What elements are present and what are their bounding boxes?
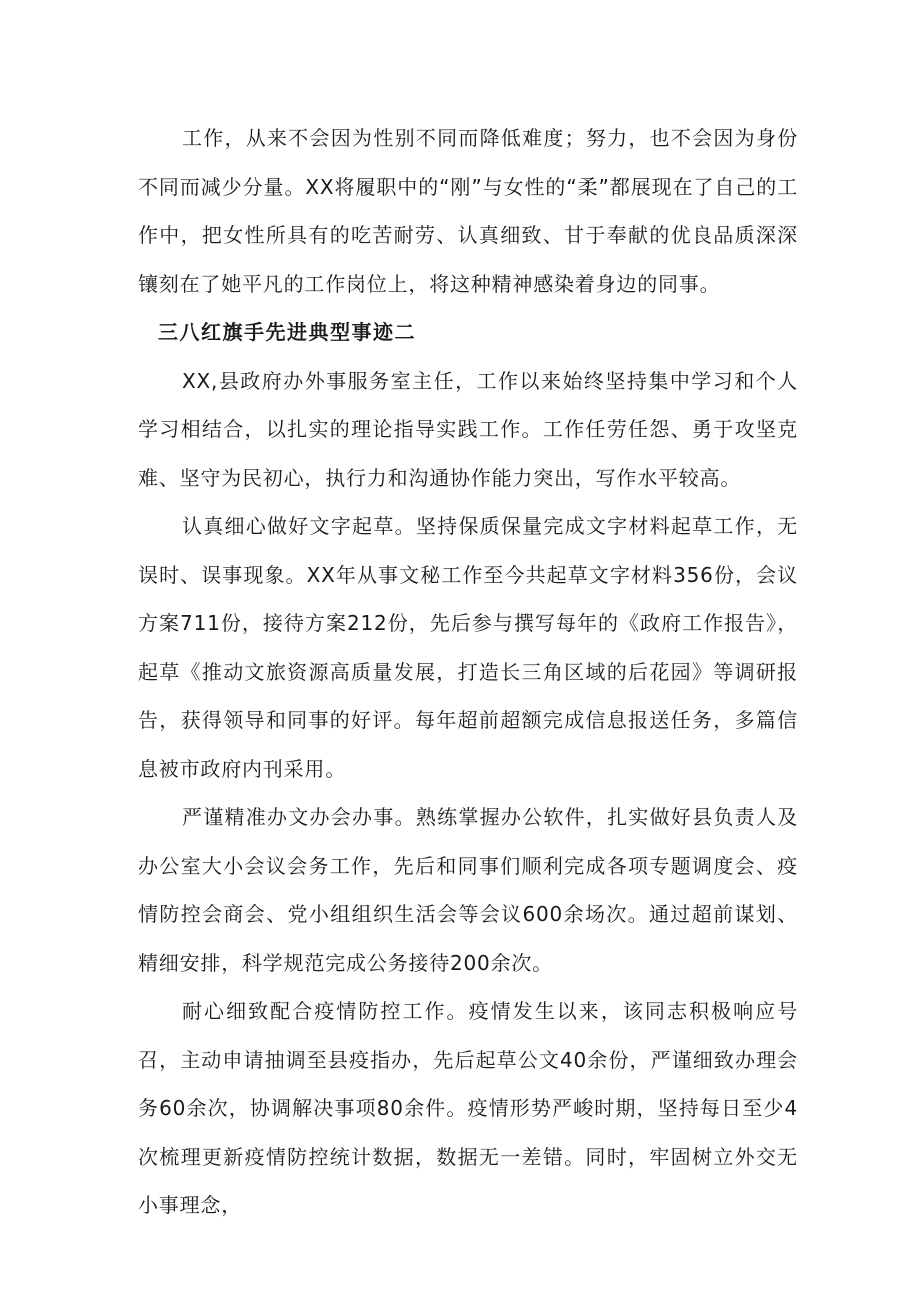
paragraph-office-work: 严谨精准办文办会办事。熟练掌握办公软件，扎实做好县负责人及办公室大小会议会务工作，先后和同事们顺利完成各项专题调度会、疫情防控会商会、党小组组织生活会等会议600余场次。通过超前谋划、精细安排，科学规范完成公务接待200余次。 [138, 805, 798, 975]
section-heading: 三八红旗手先进典型事迹二 [158, 320, 416, 344]
document-body [138, 114, 798, 1230]
paragraph-drafting: 认真细心做好文字起草。坚持保质保量完成文字材料起草工作，无误时、误事现象。XX年从事文秘工作至今共起草文字材料356份，会议方案711份，接待方案212份，先后参与撰写每年的《政府工作报告》，起草《推动文旅资源高质量发展，打造长三角区域的后花园》等调研报告，获得领导和同事的好评。每年超前超额完成信息报送任务，多篇信息被市政府内刊采用。 [138, 514, 798, 781]
paragraph-profile: XX,县政府办外事服务室主任，工作以来始终坚持集中学习和个人学习相结合，以扎实的理论指导实践工作。工作任劳任怨、勇于攻坚克难、坚守为民初心，执行力和沟通协作能力突出，写作水平较高。 [138, 368, 798, 490]
paragraph-epidemic: 耐心细致配合疫情防控工作。疫情发生以来，该同志积极响应号召，主动申请抽调至县疫指办，先后起草公文40余份，严谨细致办理会务60余次，协调解决事项80余件。疫情形势严峻时期，坚持每日至少4次梳理更新疫情防控统计数据，数据无一差错。同时，牢固树立外交无小事理念， [138, 999, 798, 1217]
paragraph-intro: 工作，从来不会因为性别不同而降低难度；努力，也不会因为身份不同而减少分量。XX将履职中的“刚”与女性的“柔”都展现在了自己的工作中，把女性所具有的吃苦耐劳、认真细致、甘于奉献的优良品质深深镶刻在了她平凡的工作岗位上，将这种精神感染着身边的同事。 [138, 126, 798, 296]
